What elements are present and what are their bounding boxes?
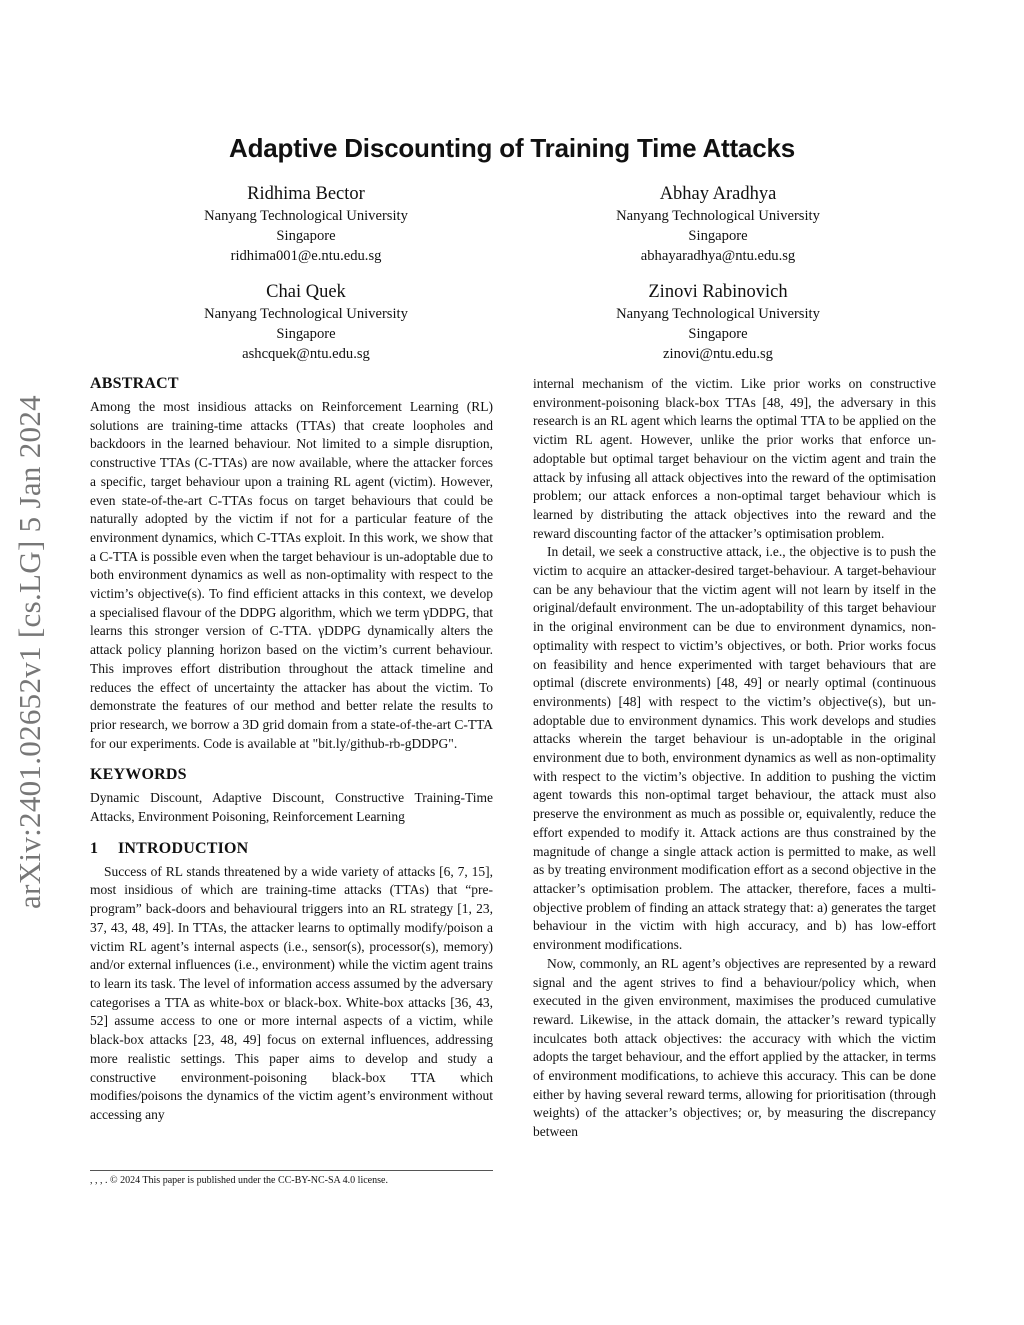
author-block	[553, 280, 883, 364]
intro-paragraph: Success of RL stands threatened by a wide variety of attacks [6, 7, 15], most insidious of which are training-time attacks (TTAs) that “pre-program” back-doors and behavioural triggers into an RL strategy [1, 23, 37, 43, 48, 49]. In TTAs, the attacker learns to optimally modify/poison a victim RL agent’s internal aspects (i.e., sensor(s), processor(s), memory) and/or external influences (i.e., environment) while the victim agent trains to learn its task. The level of information access assumed by the adversary categorises a TTA as white-box or black-box. White-box attacks [36, 43, 52] assume access to one or more internal aspects of a victim, while black-box attacks [23, 48, 49] focus on external influences, addressing more realistic settings. This paper aims to develop and study a constructive environment-poisoning black-box TTA which modifies/poisons the dynamics of the victim agent’s environment without accessing any	[90, 863, 493, 1122]
footnote-divider	[90, 1170, 493, 1171]
author-email: abhayaradhya@ntu.edu.sg	[640, 248, 796, 264]
author-email: ridhima001@e.ntu.edu.sg	[230, 248, 382, 264]
right-column	[533, 375, 936, 1142]
author-name: Zinovi Rabinovich	[648, 282, 788, 302]
keywords-heading: KEYWORDS	[90, 766, 187, 784]
section-heading-introduction	[90, 839, 493, 859]
author-block	[141, 280, 471, 364]
author-email: zinovi@ntu.edu.sg	[663, 346, 773, 362]
intro-paragraph-continued: internal mechanism of the victim. Like prior works on constructive environment-poisoning black-box TTAs [48, 49], the adversary in this research is an RL agent which learns the optimal TTA to be applied on the victim RL agent. However, unlike the prior works that enforce un-adoptable but optimal target behaviour on the victim agent and train the attack by infusing all attack objectives into the reward of the optimisation problem; our attack enforces a non-optimal target behaviour which is learned by distributing the attack objectives into the reward and the reward discounting factor of the attacker’s optimisation problem.	[533, 376, 936, 541]
keywords-text: Dynamic Discount, Adaptive Discount, Constructive Training-Time Attacks, Environment Poisoning, Reinforcement Learning	[90, 790, 493, 825]
author-affiliation: Nanyang Technological University	[616, 306, 820, 322]
abstract-heading: ABSTRACT	[90, 375, 179, 392]
author-name: Chai Quek	[266, 282, 346, 302]
author-affiliation: Nanyang Technological University	[616, 208, 820, 224]
author-country: Singapore	[688, 326, 748, 342]
arxiv-stamp: arXiv:2401.02652v1 [cs.LG] 5 Jan 2024	[12, 395, 47, 909]
abstract-text: Among the most insidious attacks on Reinforcement Learning (RL) solutions are training-time attacks (TTAs) that create loopholes and backdoors in the learned behaviour. Not limited to a simple disruption, constructive TTAs (C-TTAs) are now available, where the attacker forces a specific, target behaviour upon a training RL agent (victim). However, even state-of-the-art C-TTAs focus on target behaviours that could be naturally adopted by the victim if not for a particular feature of the environment dynamics, which C-TTAs exploit. In this work, we show that a C-TTA is possible even when the target behaviour is un-adoptable due to both environment dynamics as well as non-optimality with respect to the victim’s objective(s). To find efficient attacks in this context, we develop a specialised flavour of the DDPG algorithm, which we term γDDPG, that learns this stronger version of C-TTA. γDDPG dynamically alters the attack policy planning horizon based on the victim’s current behaviour. This improves effort distribution throughout the attack timeline and reduces the effect of uncertainty the attacker has about the victim. To demonstrate the features of our method and better relate the results to prior research, we borrow a 3D grid domain from a state-of-the-art C-TTA for our experiments. Code is available at "bit.ly/github-rb-gDDPG".	[90, 399, 493, 751]
author-affiliation: Nanyang Technological University	[204, 306, 408, 322]
author-country: Singapore	[276, 326, 336, 342]
author-name: Ridhima Bector	[247, 184, 365, 204]
author-block	[141, 182, 471, 266]
left-column	[90, 374, 493, 1125]
intro-paragraph: In detail, we seek a constructive attack, i.e., the objective is to push the victim to acquire an attacker-desired target-behaviour. A target-behaviour can be any behaviour that the victim agent will not learn by itself in the original/default environment. The un-adoptability of this target behaviour in the original environment can be due to environment dynamics, non-optimality with respect to victim’s objectives, or both. Prior works focus on feasibility and hence experimented with target behaviours that are optimal (discrete environments) [48, 49] or nearly optimal (continuous environments) [48] with respect to the victim’s objective(s), but un-adoptable due to environment dynamics. This work develops and studies attacks wherein the target behaviour is un-adoptable in the original environment due to both, environment dynamics as well as non-optimality with respect to the victim’s objective. In addition to pushing the victim agent towards this non-optimal target behaviour, the attack must also preserve the environment as much as possible or, equivalently, reduce the effort expended to modify it. Attack actions are thus constrained by the magnitude of change a single attack action is permitted to make, as well as by treating environment modification effort as a second objective in the attacker’s optimisation problem. The attacker, therefore, faces a multi-objective problem of finding an attack strategy that: a) generates the target behaviour in the victim with high accuracy, and b) has low-effort environment modifications.	[533, 544, 936, 953]
section-title: INTRODUCTION	[118, 839, 249, 857]
author-name: Abhay Aradhya	[659, 184, 777, 204]
author-country: Singapore	[688, 228, 748, 244]
section-number: 1	[90, 839, 99, 857]
intro-paragraph: Now, commonly, an RL agent’s objectives are represented by a reward signal and the agent strives to find a behaviour/policy which, when executed in the given environment, maximises the produced cumulative reward. Likewise, in the attack domain, the attacker’s reward typically inculcates both attack objectives: the accuracy with which the victim adopts the target behaviour, and the effort applied by the attacker, in terms of environment modifications, to achieve this accuracy. This can be done either by having several reward terms, allowing for prioritisation (through weights) of the attacker’s objectives; or, by measuring the discrepancy between	[533, 955, 936, 1140]
author-block	[553, 182, 883, 266]
author-affiliation: Nanyang Technological University	[204, 208, 408, 224]
footnote: , , , . © 2024 This paper is published under the CC-BY-NC-SA 4.0 license.	[90, 1175, 388, 1186]
author-country: Singapore	[276, 228, 336, 244]
paper-title: Adaptive Discounting of Training Time Attacks	[229, 133, 795, 163]
author-email: ashcquek@ntu.edu.sg	[242, 346, 370, 362]
